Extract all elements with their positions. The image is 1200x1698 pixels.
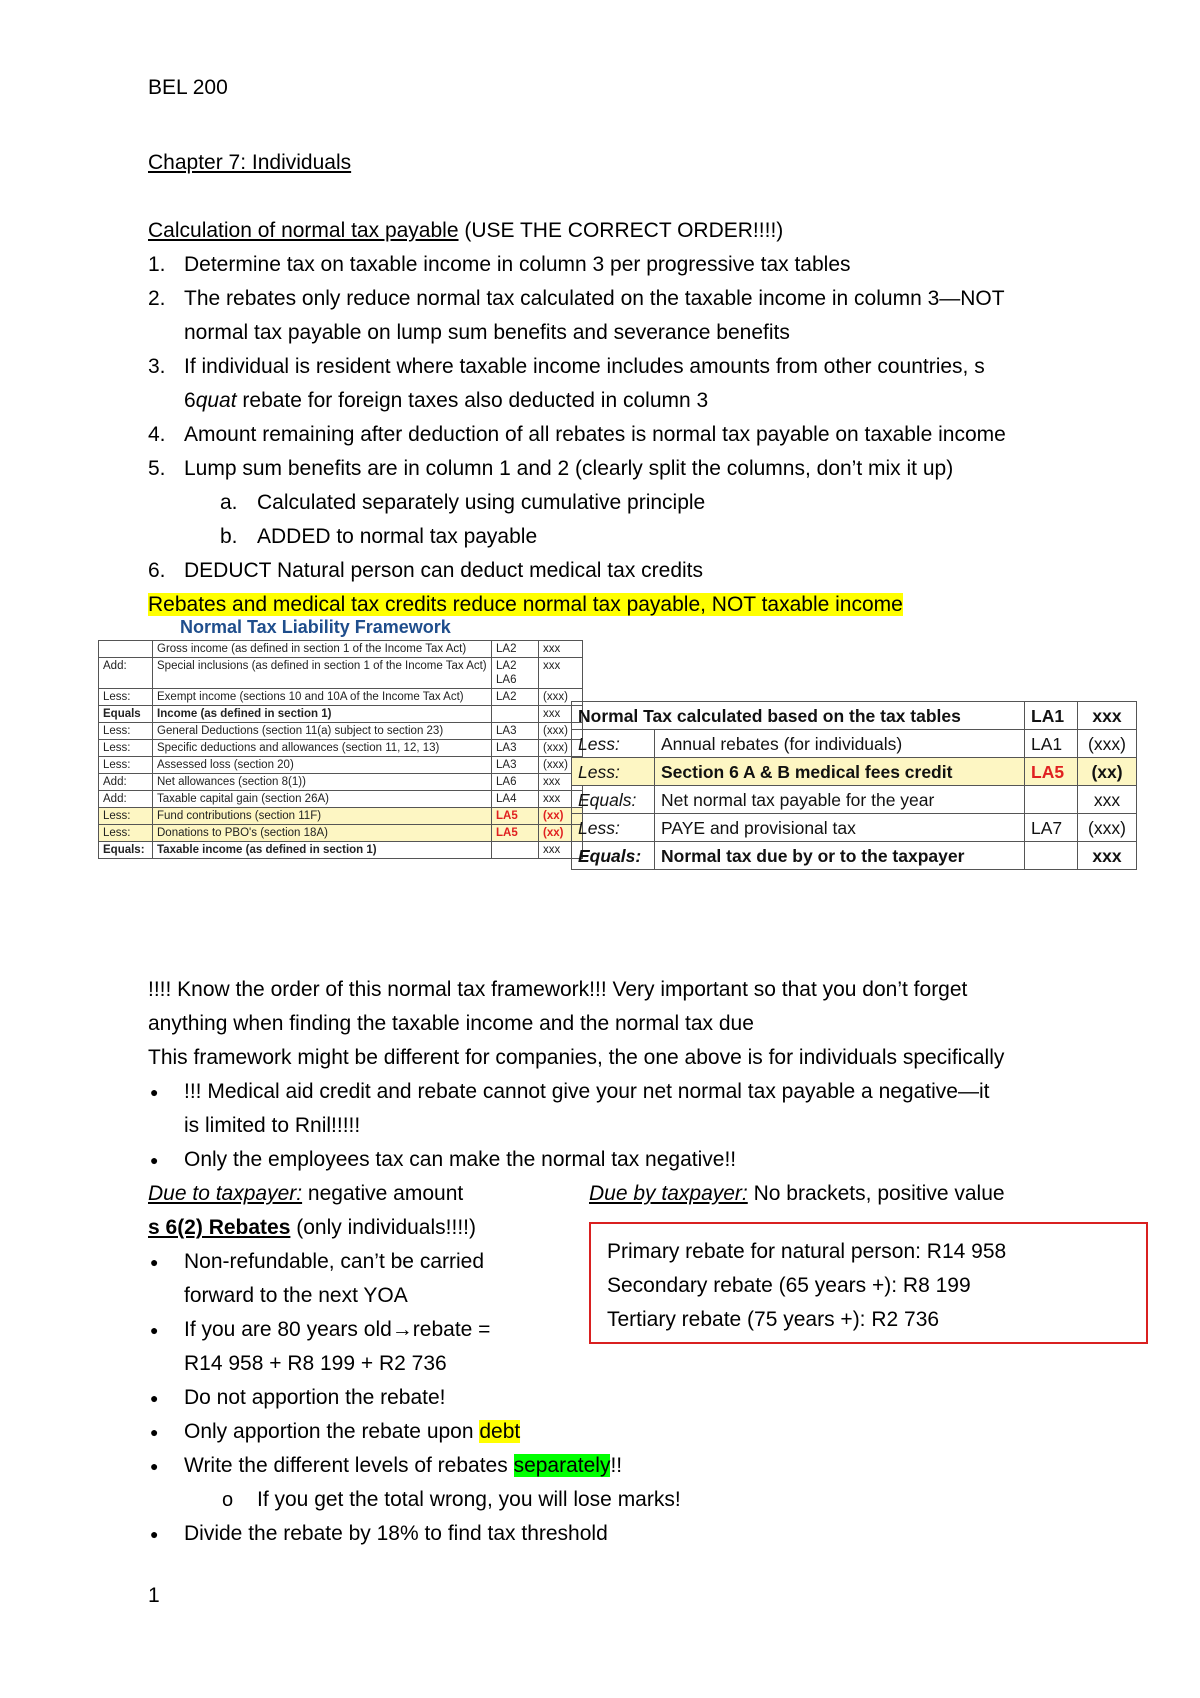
table-row	[99, 723, 583, 740]
row-la: LA2 LA6	[492, 658, 539, 689]
row-label: Less:	[99, 808, 153, 825]
row-desc: Exempt income (sections 10 and 10A of the Income Tax Act)	[153, 689, 492, 706]
course-header: BEL 200	[148, 76, 228, 99]
calc-heading-note: (USE THE CORRECT ORDER!!!!)	[458, 219, 784, 242]
row-desc: Assessed loss (section 20)	[153, 757, 492, 774]
row-val: xxx	[539, 706, 583, 723]
step-number: 3.	[148, 355, 166, 378]
sub-bullet-text: If you get the total wrong, you will lose marks!	[257, 1488, 681, 1511]
row-la: LA3	[492, 723, 539, 740]
bullet-icon: ●	[150, 1390, 159, 1406]
chapter-title: Chapter 7: Individuals	[148, 151, 352, 174]
bullet-text: Do not apportion the rebate!	[184, 1386, 446, 1409]
due-to-text: negative amount	[302, 1182, 464, 1205]
table-row	[99, 791, 583, 808]
table-row	[572, 786, 1137, 814]
rebate-amounts-box	[589, 1222, 1148, 1344]
row-la: LA5	[492, 808, 539, 825]
calc-heading	[148, 217, 783, 245]
row-val: (xxx)	[539, 723, 583, 740]
table-row	[99, 740, 583, 757]
step-text: DEDUCT Natural person can deduct medical tax credits	[184, 559, 704, 582]
row-val: xxx	[1078, 842, 1137, 870]
bullet-icon: ●	[150, 1254, 159, 1270]
bullet-text-post: rebate =	[412, 1318, 491, 1341]
table-row	[572, 730, 1137, 758]
bullet-text	[184, 1452, 622, 1480]
substep-text: Calculated separately using cumulative principle	[257, 491, 706, 514]
step-cont-post: rebate for foreign taxes also deducted in column 3	[236, 389, 709, 412]
rebates-heading-note: (only individuals!!!!)	[290, 1216, 476, 1239]
step-number: 1.	[148, 253, 166, 276]
row-label: Less:	[99, 757, 153, 774]
row-label: Add:	[99, 774, 153, 791]
row-label: Equals	[99, 706, 153, 723]
row-desc: Normal Tax calculated based on the tax tables	[572, 702, 1025, 730]
row-la: LA3	[492, 740, 539, 757]
highlighted-word: separately	[513, 1454, 611, 1477]
table-row	[572, 814, 1137, 842]
note-line: This framework might be different for companies, the one above is for individuals specifically	[148, 1046, 1005, 1069]
row-desc: Annual rebates (for individuals)	[655, 730, 1025, 758]
row-desc: Net allowances (section 8(1))	[153, 774, 492, 791]
row-val: xxx	[539, 641, 583, 658]
bullet-text-pre: Only apportion the rebate upon	[184, 1420, 480, 1443]
bullet-icon: ●	[150, 1084, 159, 1100]
step-text: Amount remaining after deduction of all rebates is normal tax payable on taxable income	[184, 423, 1006, 446]
table-row	[99, 706, 583, 723]
rebate-line: Secondary rebate (65 years +): R8 199	[607, 1274, 971, 1297]
row-label: Add:	[99, 791, 153, 808]
table-row	[99, 808, 583, 825]
row-val: xxx	[539, 842, 583, 859]
row-desc: Taxable capital gain (section 26A)	[153, 791, 492, 808]
row-val: xxx	[539, 658, 583, 689]
framework-table	[98, 640, 583, 859]
table-row	[99, 658, 583, 689]
row-la: LA6	[492, 774, 539, 791]
row-la	[1025, 786, 1078, 814]
note-line: !!!! Know the order of this normal tax framework!!! Very important so that you don’t forget	[148, 978, 968, 1001]
row-la: LA2	[492, 641, 539, 658]
bullet-text: Non-refundable, can’t be carried	[184, 1250, 485, 1273]
table-row	[572, 842, 1137, 870]
row-la: LA2	[492, 689, 539, 706]
bullet-text	[184, 1418, 520, 1446]
row-desc: Special inclusions (as defined in section 1 of the Income Tax Act)	[153, 658, 492, 689]
row-label: Less:	[99, 825, 153, 842]
page-number: 1	[148, 1584, 160, 1607]
row-desc: Taxable income (as defined in section 1)	[153, 842, 492, 859]
row-val: (xxx)	[539, 689, 583, 706]
table-row	[99, 757, 583, 774]
table-row	[99, 774, 583, 791]
row-desc: Section 6 A & B medical fees credit	[655, 758, 1025, 786]
rebate-line: Tertiary rebate (75 years +): R2 736	[607, 1308, 940, 1331]
bullet-text: Divide the rebate by 18% to find tax threshold	[184, 1522, 608, 1545]
row-val: xxx	[539, 774, 583, 791]
row-val: (xxx)	[539, 757, 583, 774]
row-label: Less:	[99, 740, 153, 757]
row-la: LA1	[1025, 702, 1078, 730]
step-number: 6.	[148, 559, 166, 582]
normal-tax-table	[571, 701, 1137, 870]
row-label: Less:	[572, 758, 655, 786]
due-to-label: Due to taxpayer:	[148, 1182, 303, 1205]
row-la: LA5	[1025, 758, 1078, 786]
row-la: LA3	[492, 757, 539, 774]
bullet-text-continued: R14 958 + R8 199 + R2 736	[184, 1352, 447, 1375]
substep-text: ADDED to normal tax payable	[257, 525, 538, 548]
calc-heading-text: Calculation of normal tax payable	[148, 219, 459, 242]
table-row	[572, 758, 1137, 786]
step-text: Lump sum benefits are in column 1 and 2 (clearly split the columns, don’t mix it up)	[184, 457, 954, 480]
row-label: Less:	[572, 814, 655, 842]
bullet-icon: ●	[150, 1526, 159, 1542]
table-row	[572, 702, 1137, 730]
step-cont-italic: quat	[195, 389, 237, 412]
bullet-icon: ●	[150, 1322, 159, 1338]
bullet-text	[184, 1316, 490, 1344]
row-la: LA4	[492, 791, 539, 808]
row-la	[492, 842, 539, 859]
row-desc: Donations to PBO's (section 18A)	[153, 825, 492, 842]
step-cont-pre: 6	[184, 389, 196, 412]
step-text: The rebates only reduce normal tax calculated on the taxable income in column 3—NOT	[184, 287, 1005, 310]
row-desc: Normal tax due by or to the taxpayer	[655, 842, 1025, 870]
row-la: LA7	[1025, 814, 1078, 842]
sub-bullet-icon: o	[222, 1489, 234, 1511]
row-val: (xx)	[1078, 758, 1137, 786]
row-label: Equals:	[572, 786, 655, 814]
row-val: xxx	[539, 791, 583, 808]
bullet-text: Only the employees tax can make the normal tax negative!!	[184, 1148, 737, 1171]
bullet-icon: ●	[150, 1458, 159, 1474]
row-desc: General Deductions (section 11(a) subject to section 23)	[153, 723, 492, 740]
row-val: (xxx)	[1078, 814, 1137, 842]
row-desc: PAYE and provisional tax	[655, 814, 1025, 842]
rebate-line: Primary rebate for natural person: R14 958	[607, 1240, 1007, 1263]
row-val: (xxx)	[539, 740, 583, 757]
due-to-taxpayer	[148, 1180, 463, 1208]
step-number: 5.	[148, 457, 166, 480]
highlight-note	[148, 591, 903, 619]
highlighted-word: debt	[479, 1420, 521, 1443]
step-number: 2.	[148, 287, 166, 310]
row-la: LA5	[492, 825, 539, 842]
substep-letter: b.	[220, 525, 238, 548]
step-text-continued	[184, 387, 708, 415]
rebates-heading-text: s 6(2) Rebates	[148, 1216, 291, 1239]
table-row	[99, 842, 583, 859]
table-row	[99, 825, 583, 842]
bullet-text: !!! Medical aid credit and rebate cannot give your net normal tax payable a negative—it	[184, 1080, 990, 1103]
row-la	[1025, 842, 1078, 870]
bullet-text-pre: Write the different levels of rebates	[184, 1454, 514, 1477]
bullet-text-continued: forward to the next YOA	[184, 1284, 408, 1307]
row-desc: Fund contributions (section 11F)	[153, 808, 492, 825]
row-val: xxx	[1078, 786, 1137, 814]
rebates-heading	[148, 1214, 476, 1242]
right-arrow-icon: →	[391, 1318, 413, 1341]
bullet-icon: ●	[150, 1424, 159, 1440]
row-label: Add:	[99, 658, 153, 689]
row-label: Equals:	[99, 842, 153, 859]
bullet-icon: ●	[150, 1152, 159, 1168]
step-number: 4.	[148, 423, 166, 446]
row-la	[492, 706, 539, 723]
row-label	[99, 641, 153, 658]
substep-letter: a.	[220, 491, 238, 514]
framework-title: Normal Tax Liability Framework	[180, 617, 451, 637]
bullet-text-post: !!	[610, 1454, 623, 1477]
row-label: Less:	[99, 723, 153, 740]
step-text-continued: normal tax payable on lump sum benefits and severance benefits	[184, 321, 790, 344]
row-label: Less:	[99, 689, 153, 706]
row-val: (xx)	[539, 825, 583, 842]
row-val: xxx	[1078, 702, 1137, 730]
due-by-text: No brackets, positive value	[747, 1182, 1005, 1205]
highlight-note-text: Rebates and medical tax credits reduce normal tax payable, NOT taxable income	[148, 593, 903, 616]
bullet-text-continued: is limited to Rnil!!!!!	[184, 1114, 361, 1137]
note-line: anything when finding the taxable income and the normal tax due	[148, 1012, 754, 1035]
row-desc: Gross income (as defined in section 1 of the Income Tax Act)	[153, 641, 492, 658]
row-desc: Specific deductions and allowances (section 11, 12, 13)	[153, 740, 492, 757]
bullet-text-pre: If you are 80 years old	[184, 1318, 392, 1341]
table-row	[99, 641, 583, 658]
step-text: Determine tax on taxable income in column 3 per progressive tax tables	[184, 253, 851, 276]
due-by-label: Due by taxpayer:	[589, 1182, 748, 1205]
row-label: Less:	[572, 730, 655, 758]
row-label: Equals:	[572, 842, 655, 870]
table-row	[99, 689, 583, 706]
row-desc: Net normal tax payable for the year	[655, 786, 1025, 814]
due-by-taxpayer	[589, 1180, 1005, 1208]
row-desc: Income (as defined in section 1)	[153, 706, 492, 723]
row-la: LA1	[1025, 730, 1078, 758]
row-val: (xxx)	[1078, 730, 1137, 758]
row-val: (xx)	[539, 808, 583, 825]
step-text: If individual is resident where taxable income includes amounts from other countries, s	[184, 355, 985, 378]
